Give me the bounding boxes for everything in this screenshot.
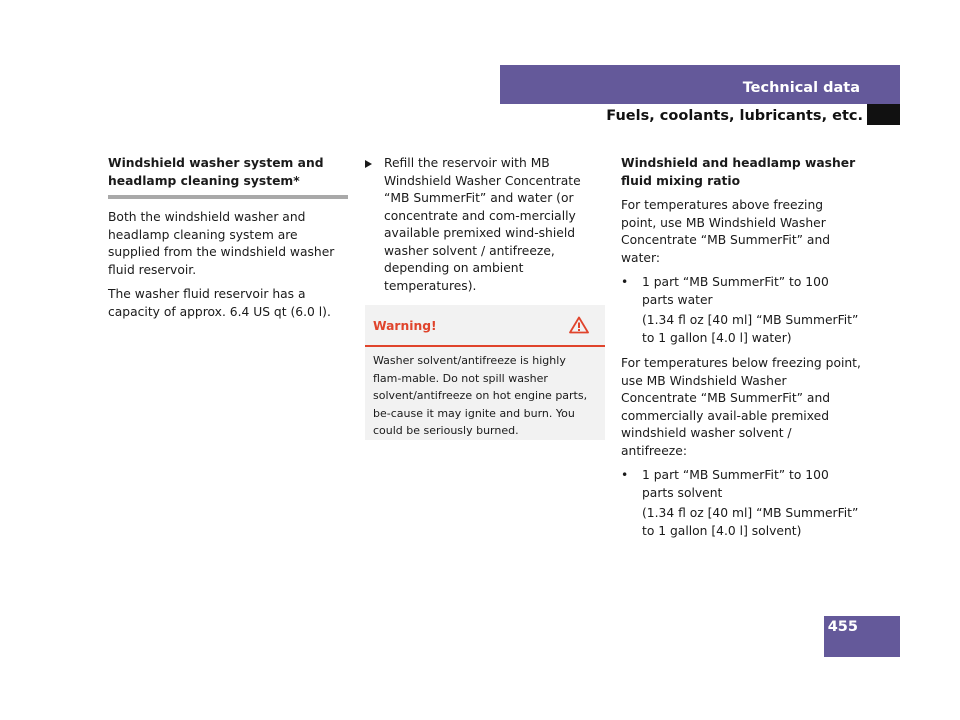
mixing-ratio-heading: Windshield and headlamp washer fluid mixing ratio bbox=[621, 156, 856, 188]
solvent-ratio-detail: (1.34 fl oz [40 ml] “MB SummerFit” to 1 gallon [4.0 l] solvent) bbox=[642, 506, 859, 538]
heading-divider bbox=[108, 195, 348, 199]
step-arrow-icon bbox=[365, 160, 372, 168]
water-ratio-detail: (1.34 fl oz [40 ml] “MB SummerFit” to 1 gallon [4.0 l] water) bbox=[642, 313, 859, 345]
column-1 bbox=[108, 155, 350, 328]
warning-triangle-icon bbox=[569, 316, 589, 334]
bullet-icon: • bbox=[621, 468, 629, 482]
washer-system-heading: Windshield washer system and headlamp cleaning system* bbox=[108, 156, 324, 188]
warning-label: Warning! bbox=[373, 319, 437, 333]
page-number-box bbox=[824, 616, 900, 657]
supply-paragraph: Both the windshield washer and headlamp cleaning system are supplied from the windshield washer fluid reservoir. bbox=[108, 210, 335, 277]
below-freezing-paragraph: For temperatures below freezing point, use MB Windshield Washer Concentrate “MB SummerFit” and commercially avail-able premixed windshield washer solvent / antifreeze: bbox=[621, 356, 861, 458]
capacity-paragraph: The washer fluid reservoir has a capacity of approx. 6.4 US qt (6.0 l). bbox=[108, 287, 331, 319]
column-3 bbox=[621, 155, 861, 548]
bullet-solvent-text: 1 part “MB SummerFit” to 100 parts solvent bbox=[642, 468, 829, 500]
bullet-icon: • bbox=[621, 275, 629, 289]
refill-step-text: Refill the reservoir with MB Windshield Washer Concentrate “MB SummerFit” and water (or concentrate and com-mercially available premixed wind-shield washer solvent / antifreeze, depending on ambient temperatures). bbox=[384, 156, 581, 293]
list-item bbox=[621, 467, 861, 502]
header-tab-marker bbox=[867, 104, 900, 125]
column-2 bbox=[365, 155, 605, 440]
warning-text: Washer solvent/antifreeze is highly flam-mable. Do not spill washer solvent/antifreeze on hot engine parts, be-cause it may ignite and burn. You could be seriously burned. bbox=[373, 354, 588, 437]
warning-header bbox=[365, 305, 605, 347]
list-item bbox=[621, 274, 861, 309]
chapter-title: Technical data bbox=[742, 80, 860, 96]
warning-box bbox=[365, 305, 605, 440]
header-bar bbox=[500, 65, 900, 104]
refill-step bbox=[365, 155, 605, 295]
bullet-water-text: 1 part “MB SummerFit” to 100 parts water bbox=[642, 275, 829, 307]
section-title: Fuels, coolants, lubricants, etc. bbox=[606, 108, 863, 124]
above-freezing-paragraph: For temperatures above freezing point, use MB Windshield Washer Concentrate “MB SummerFit” and water: bbox=[621, 198, 831, 265]
page-number: 455 bbox=[827, 619, 858, 635]
